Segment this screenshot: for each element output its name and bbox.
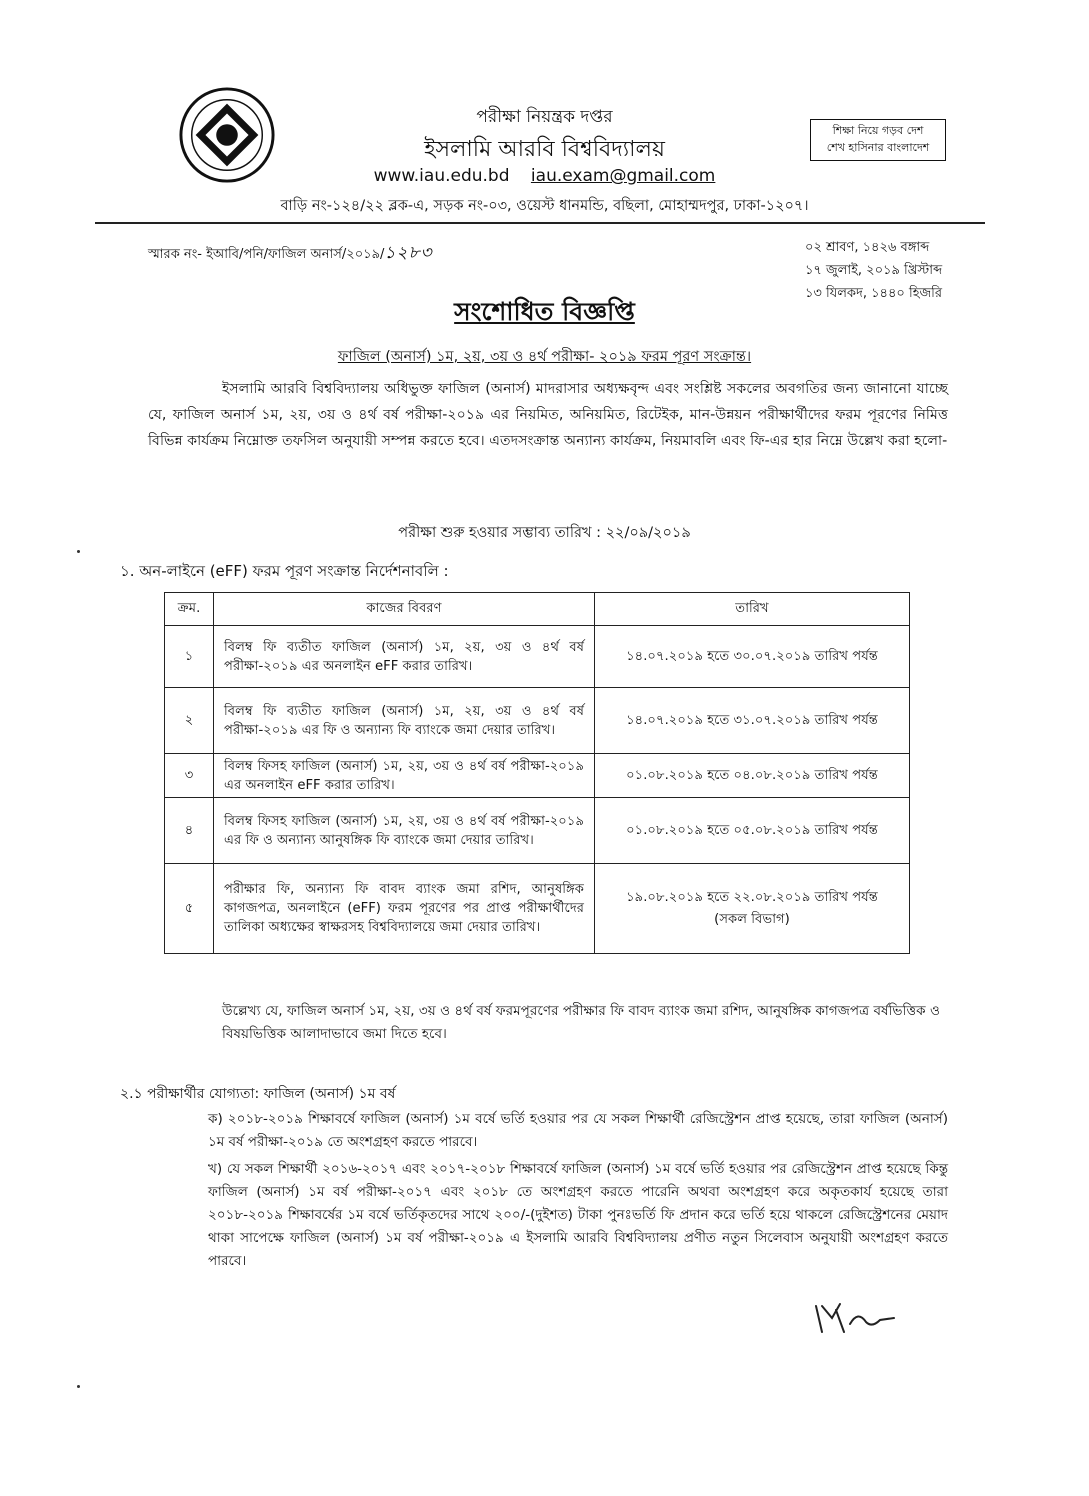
address-line: বাড়ি নং-১২৪/২২ ব্লক-এ, সড়ক নং-০৩, ওয়েস্ট ধানমন্ডি, বছিলা, মোহাম্মদপুর, ঢাকা-১২০৭।: [280, 198, 809, 214]
header-date: তারিখ: [595, 593, 910, 626]
row-date: ০১.০৮.২০১৯ হতে ০৫.০৮.২০১৯ তারিখ পর্যন্ত: [595, 798, 910, 864]
date-english: ১৭ জুলাই, ২০১৯ খ্রিস্টাব্দ: [805, 263, 943, 278]
slogan-line-1: শিক্ষা নিয়ে গড়ব দেশ: [832, 124, 924, 137]
eligibility-ka: ক) ২০১৮-২০১৯ শিক্ষাবর্ষে ফাজিল (অনার্স) ১ম বর্ষে ভর্তি হওয়ার পর যে সকল শিক্ষার্থী রেজিস্ট্রেশন প্রাপ্ত হয়েছে, তারা ফাজিল (অনার্স) ১ম বর্ষ পরীক্ষা-২০১৯ তে অংশগ্রহণ করতে পারবে।: [208, 1111, 948, 1150]
intro-paragraph: ইসলামি আরবি বিশ্ববিদ্যালয় অধিভুক্ত ফাজিল (অনার্স) মাদরাসার অধ্যক্ষবৃন্দ এবং সংশ্লিষ্ট সকলের অবগতির জন্য জানানো যাচ্ছে যে, ফাজিল অনার্স ১ম, ২য়, ৩য় ও ৪র্থ বর্ষ পরীক্ষা-২০১৯ এর নিয়মিত, অনিয়মিত, রিটেইক, মান-উন্নয়ন পরীক্ষার্থীদের ফরম পূরণের নিমিত্ত বিভিন্ন কার্যক্রম নিম্নোক্ত তফসিল অনুযায়ী সম্পন্ন করতে হবে। এতদসংক্রান্ত অন্যান্য কার্যক্রম, নিয়মাবলি এবং ফি-এর হার নিম্নে উল্লেখ করা হলো-: [148, 381, 948, 449]
table-header-row: [165, 593, 910, 626]
exam-start-date: পরীক্ষা শুরু হওয়ার সম্ভাব্য তারিখ : ২২/০৯/২০১৯: [398, 525, 691, 541]
row-description: বিলম্ব ফিসহ ফাজিল (অনার্স) ১ম, ২য়, ৩য় ও ৪র্থ বর্ষ পরীক্ষা-২০১৯ এর অনলাইন eFF করার তারিখ।: [214, 754, 595, 798]
row-serial: ২: [165, 688, 214, 754]
slogan-line-2: শেখ হাসিনার বাংলাদেশ: [826, 141, 930, 154]
row-description: বিলম্ব ফি ব্যতীত ফাজিল (অনার্স) ১ম, ২য়, ৩য় ও ৪র্থ বর্ষ পরীক্ষা-২০১৯ এর অনলাইন eFF করার তারিখ।: [214, 626, 595, 688]
email-link[interactable]: iau.exam@gmail.com: [530, 166, 716, 186]
row-serial: ১: [165, 626, 214, 688]
table-row: [165, 798, 910, 864]
row-date: ১৪.০৭.২০১৯ হতে ৩১.০৭.২০১৯ তারিখ পর্যন্ত: [595, 688, 910, 754]
row-description: পরীক্ষার ফি, অন্যান্য ফি বাবদ ব্যাংক জমা রশিদ, আনুষঙ্গিক কাগজপত্র, অনলাইনে (eFF) ফরম পূরণের পর প্রাপ্ত পরীক্ষার্থীদের তালিকা অধ্যক্ষের স্বাক্ষরসহ বিশ্ববিদ্যালয়ে জমা দেয়ার তারিখ।: [214, 864, 595, 954]
contact-line: [0, 166, 1089, 186]
page-speck: [77, 550, 80, 553]
header-serial: ক্রম.: [165, 593, 214, 626]
notice-title: সংশোধিত বিজ্ঞপ্তি: [454, 297, 635, 326]
table-row: [165, 864, 910, 954]
table-row: [165, 754, 910, 798]
date-bangla: ০২ শ্রাবণ, ১৪২৬ বঙ্গাব্দ: [805, 240, 930, 255]
row-date: ১৪.০৭.২০১৯ হতে ৩০.০৭.২০১৯ তারিখ পর্যন্ত: [595, 626, 910, 688]
eligibility-kha: খ) যে সকল শিক্ষার্থী ২০১৬-২০১৭ এবং ২০১৭-২০১৮ শিক্ষাবর্ষে ফাজিল (অনার্স) ১ম বর্ষে ভর্তি হওয়ার পর রেজিস্ট্রেশন প্রাপ্ত হয়েছে কিন্তু ফাজিল (অনার্স) ১ম বর্ষ পরীক্ষা-২০১৭ এবং ২০১৮ তে অংশগ্রহণ করতে পারেনি অথবা অংশগ্রহণ করে অকৃতকার্য হয়েছে তারা ২০১৮-২০১৯ শিক্ষাবর্ষের ১ম বর্ষে ভর্তিকৃতদের সাথে ২০০/-(দুইশত) টাকা পুনঃভর্তি ফি প্রদান করে ভর্তি হয়ে থাকলে রেজিস্ট্রেশনের মেয়াদ থাকা সাপেক্ষে ফাজিল (অনার্স) ১ম বর্ষ পরীক্ষা-২০১৯ এ ইসলামি আরবি বিশ্ববিদ্যালয় প্রণীত নতুন সিলেবাস অনুযায়ী অংশগ্রহণ করতে পারবে।: [208, 1161, 948, 1269]
note-paragraph: উল্লেখ্য যে, ফাজিল অনার্স ১ম, ২য়, ৩য় ও ৪র্থ বর্ষ ফরমপূরণের পরীক্ষার ফি বাবদ ব্যাংক জমা রশিদ, আনুষঙ্গিক কাগজপত্র বর্ষভিত্তিক ও বিষয়ভিত্তিক আলাদাভাবে জমা দিতে হবে।: [222, 1003, 940, 1042]
university-name: ইসলামি আরবি বিশ্ববিদ্যালয়: [424, 137, 665, 162]
section-2-1-title: ২.১ পরীক্ষার্থীর যোগ্যতা: ফাজিল (অনার্স) ১ম বর্ষ: [120, 1086, 396, 1102]
exam-controller-office: পরীক্ষা নিয়ন্ত্রক দপ্তর: [476, 107, 613, 127]
section-1-title: ১. অন-লাইনে (eFF) ফরম পূরণ সংক্রান্ত নির্দেশনাবলি :: [120, 562, 449, 580]
memo-reference-text: স্মারক নং- ইআবি/পনি/ফাজিল অনার্স/২০১৯/: [148, 247, 385, 262]
slogan-box: [810, 119, 946, 161]
row-date: [595, 864, 910, 954]
row-serial: ৩: [165, 754, 214, 798]
row-serial: ৪: [165, 798, 214, 864]
schedule-table: [164, 592, 910, 954]
header-description: কাজের বিবরণ: [214, 593, 595, 626]
page-speck: [77, 1385, 80, 1388]
memo-reference: [148, 240, 433, 268]
row-description: বিলম্ব ফি ব্যতীত ফাজিল (অনার্স) ১ম, ২য়, ৩য় ও ৪র্থ বর্ষ পরীক্ষা-২০১৯ এর ফি ও অন্যান্য ফি ব্যাংকে জমা দেয়ার তারিখ।: [214, 688, 595, 754]
table-row: [165, 626, 910, 688]
row-description: বিলম্ব ফিসহ ফাজিল (অনার্স) ১ম, ২য়, ৩য় ও ৪র্থ বর্ষ পরীক্ষা-২০১৯ এর ফি ও অন্যান্য আনুষঙ্গিক ফি ব্যাংকে জমা দেয়ার তারিখ।: [214, 798, 595, 864]
notice-subject: ফাজিল (অনার্স) ১ম, ২য়, ৩য় ও ৪র্থ পরীক্ষা- ২০১৯ ফরম পূরণ সংক্রান্ত।: [337, 349, 752, 365]
row-serial: ৫: [165, 864, 214, 954]
header-divider: [95, 222, 985, 224]
date-hijri: ১৩ যিলকদ, ১৪৪০ হিজরি: [805, 286, 943, 301]
table-row: [165, 688, 910, 754]
signature-mark: [810, 1298, 900, 1338]
row-date-note: (সকল বিভাগ): [714, 911, 790, 927]
memo-handwritten-number: ১২৮৩: [384, 243, 433, 263]
row-date-range: ১৯.০৮.২০১৯ হতে ২২.০৮.২০১৯ তারিখ পর্যন্ত: [626, 889, 878, 905]
website-link[interactable]: www.iau.edu.bd: [373, 166, 510, 186]
row-date: ০১.০৮.২০১৯ হতে ০৪.০৮.২০১৯ তারিখ পর্যন্ত: [595, 754, 910, 798]
